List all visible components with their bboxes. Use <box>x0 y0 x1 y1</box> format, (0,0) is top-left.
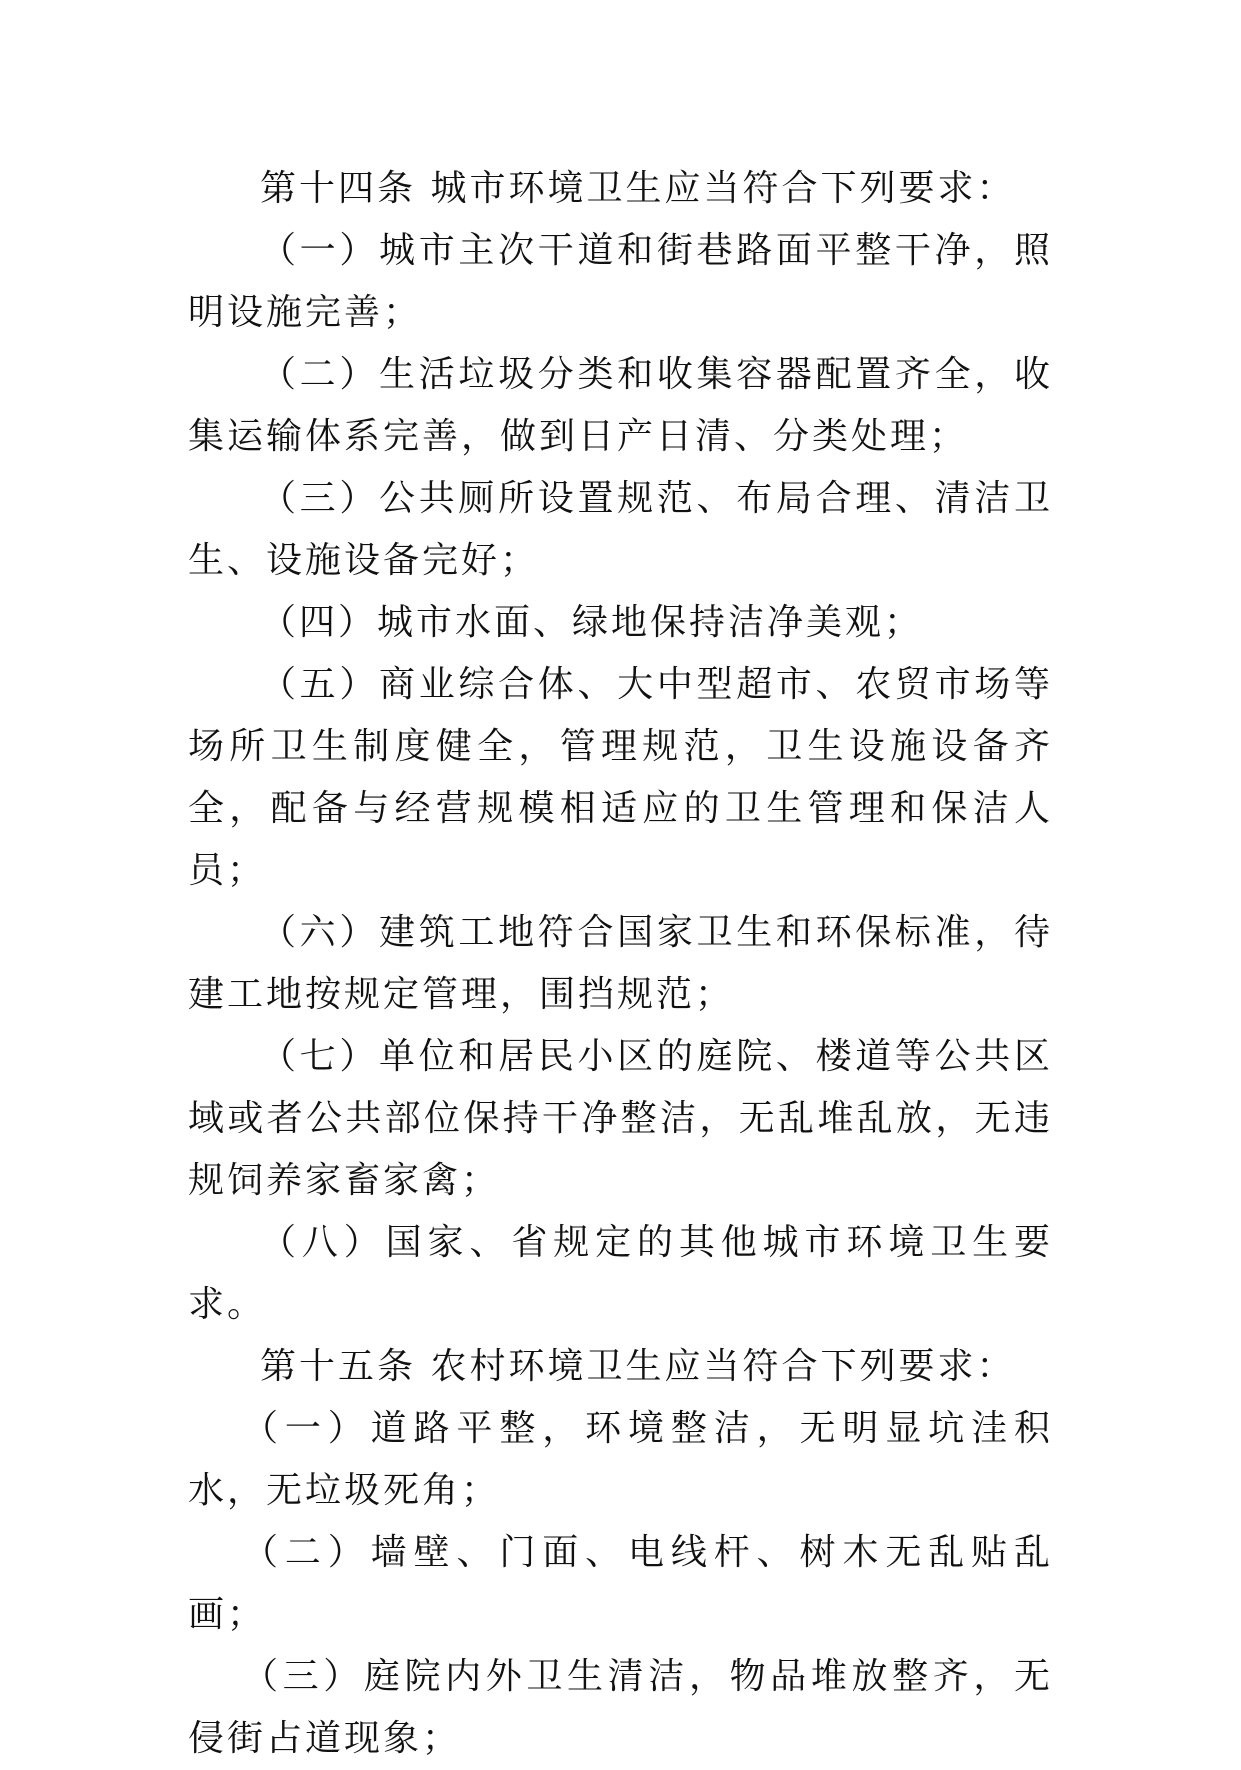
article-14-item-2: （二）生活垃圾分类和收集容器配置齐全，收集运输体系完善，做到日产日清、分类处理； <box>188 354 1053 457</box>
article-14-item-8: （八）国家、省规定的其他城市环境卫生要求。 <box>188 1222 1053 1325</box>
article-14-heading: 第十四条 城市环境卫生应当符合下列要求： <box>260 168 1016 209</box>
document-body <box>188 158 1053 1770</box>
article-14-item-3: （三）公共厕所设置规范、布局合理、清洁卫生、设施设备完好； <box>188 478 1053 581</box>
article-15-item-3: （三）庭院内外卫生清洁，物品堆放整齐，无侵街占道现象； <box>188 1656 1053 1759</box>
article-15-heading: 第十五条 农村环境卫生应当符合下列要求： <box>260 1346 1016 1387</box>
article-14-item-6: （六）建筑工地符合国家卫生和环保标准，待建工地按规定管理，围挡规范； <box>188 912 1053 1015</box>
article-14-item-7: （七）单位和居民小区的庭院、楼道等公共区域或者公共部位保持干净整洁，无乱堆乱放，无违规饲养家畜家禽； <box>188 1036 1053 1201</box>
article-14-item-4: （四）城市水面、绿地保持洁净美观； <box>260 602 924 643</box>
article-15-item-2: （二）墙壁、门面、电线杆、树木无乱贴乱画； <box>188 1532 1053 1635</box>
article-14-item-5: （五）商业综合体、大中型超市、农贸市场等场所卫生制度健全，管理规范，卫生设施设备齐全，配备与经营规模相适应的卫生管理和保洁人员； <box>188 664 1053 891</box>
article-14-item-1: （一）城市主次干道和街巷路面平整干净，照明设施完善； <box>188 230 1053 333</box>
article-15-item-1: （一）道路平整，环境整洁，无明显坑洼积水，无垃圾死角； <box>188 1408 1053 1511</box>
